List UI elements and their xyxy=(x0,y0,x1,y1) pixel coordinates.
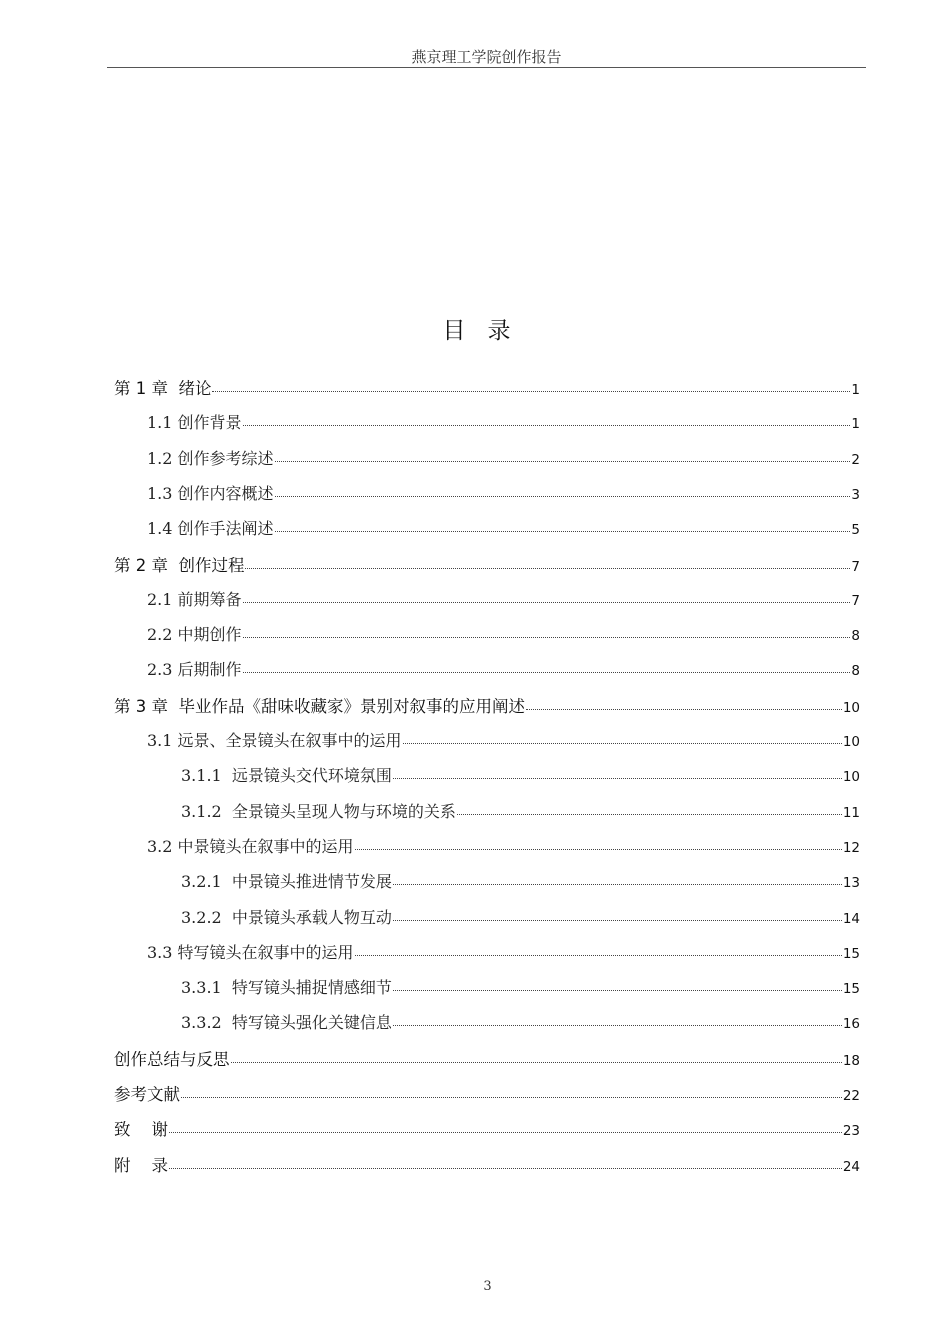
toc-entry-page: 18 xyxy=(842,1052,860,1069)
toc-entry-label: 1.1 创作背景 xyxy=(147,413,242,433)
dot-leader xyxy=(243,672,850,673)
toc-entry-page: 15 xyxy=(842,981,860,998)
toc-entry-page: 22 xyxy=(842,1088,860,1104)
toc-entry-label: 3.2.1 中景镜头推进情节发展 xyxy=(181,872,392,892)
toc-entry-label: 2.2 中期创作 xyxy=(147,625,242,645)
dot-leader xyxy=(275,531,850,532)
toc-entry-label: 3.2 中景镜头在叙事中的运用 xyxy=(147,836,354,856)
toc-entry[interactable] xyxy=(147,940,860,964)
dot-leader xyxy=(243,425,850,426)
toc-entry-page: 2 xyxy=(851,451,860,468)
toc-entry-page: 15 xyxy=(842,945,860,962)
page-number: 3 xyxy=(483,1279,492,1294)
toc-entry-page: 14 xyxy=(842,910,860,927)
toc-entry-label: 3.2.2 中景镜头承载人物互动 xyxy=(181,907,392,927)
dot-leader xyxy=(212,391,850,392)
toc-entry-label: 1.2 创作参考综述 xyxy=(147,448,274,468)
toc-entry-page: 1 xyxy=(851,416,860,433)
toc-entry-label: 3.1.2 全景镜头呈现人物与环境的关系 xyxy=(181,801,456,821)
dot-leader xyxy=(181,1097,842,1098)
toc-entry-label: 创作总结与反思 xyxy=(114,1049,230,1069)
toc-entry-page: 10 xyxy=(842,769,860,786)
toc-entry-page: 8 xyxy=(851,628,860,645)
toc-entry[interactable] xyxy=(114,552,860,576)
toc-entry-page: 5 xyxy=(851,522,860,539)
toc-entry-page: 7 xyxy=(851,592,860,609)
toc-entry[interactable] xyxy=(147,587,860,611)
toc-entry[interactable] xyxy=(114,375,860,399)
toc-entry-label: 2.3 后期制作 xyxy=(147,660,242,680)
dot-leader xyxy=(169,1132,842,1133)
toc-entry-page: 23 xyxy=(842,1123,860,1140)
toc-entry-label: 3.1.1 远景镜头交代环境氛围 xyxy=(181,766,392,786)
toc-entry[interactable] xyxy=(147,481,860,505)
toc-entry-label: 3.3.2 特写镜头强化关键信息 xyxy=(181,1013,392,1033)
toc-entry-page: 10 xyxy=(842,734,860,750)
dot-leader xyxy=(355,849,842,850)
toc-entry[interactable] xyxy=(114,1152,860,1176)
toc-entry[interactable] xyxy=(181,763,860,787)
dot-leader xyxy=(526,709,842,710)
dot-leader xyxy=(403,743,842,744)
toc-entry-label: 3.3 特写镜头在叙事中的运用 xyxy=(147,942,354,962)
dot-leader xyxy=(275,496,850,497)
toc-entry[interactable] xyxy=(147,657,860,681)
toc-title: 目录 xyxy=(442,318,533,344)
dot-leader xyxy=(243,637,850,638)
dot-leader xyxy=(393,884,842,885)
toc-entry[interactable] xyxy=(114,693,860,717)
toc-entry-page: 7 xyxy=(851,558,860,575)
header-divider xyxy=(107,67,866,68)
toc-entry-page: 10 xyxy=(842,699,860,716)
toc-entry[interactable] xyxy=(147,410,860,434)
toc-entry-label: 3.3.1 特写镜头捕捉情感细节 xyxy=(181,978,392,998)
dot-leader xyxy=(393,1025,842,1026)
toc-entry-page: 1 xyxy=(851,382,860,398)
toc-entry-label: 3.1 远景、全景镜头在叙事中的运用 xyxy=(147,731,402,750)
toc-entry[interactable] xyxy=(114,1116,860,1140)
toc-entry[interactable] xyxy=(181,905,860,929)
toc-entry[interactable] xyxy=(181,799,860,823)
toc-entry-label: 1.3 创作内容概述 xyxy=(147,483,274,503)
toc-entry[interactable] xyxy=(147,834,860,858)
toc-entry-page: 24 xyxy=(842,1158,860,1175)
toc-entry-page: 13 xyxy=(842,875,860,892)
toc-entry[interactable] xyxy=(181,869,860,893)
page-header: 燕京理工学院创作报告 xyxy=(411,48,562,66)
toc-entry-label: 附 录 xyxy=(114,1155,168,1175)
dot-leader xyxy=(393,920,842,921)
dot-leader xyxy=(275,461,850,462)
toc-entry[interactable] xyxy=(181,1010,860,1034)
toc-entry-label: 2.1 前期筹备 xyxy=(147,589,242,609)
toc-entry-label: 第 2 章 创作过程 xyxy=(114,555,245,575)
toc-entry-label: 1.4 创作手法阐述 xyxy=(147,519,274,539)
dot-leader xyxy=(393,990,842,991)
toc-entry-page: 16 xyxy=(842,1016,860,1033)
dot-leader xyxy=(169,1168,842,1169)
toc-entry[interactable] xyxy=(114,1046,860,1070)
toc-entry-page: 12 xyxy=(842,839,860,856)
dot-leader xyxy=(243,602,850,603)
toc-entry[interactable] xyxy=(147,622,860,646)
toc-entry-page: 11 xyxy=(842,804,860,821)
toc-entry-page: 3 xyxy=(851,486,860,503)
toc-entry[interactable] xyxy=(181,975,860,999)
toc-entry-label: 参考文献 xyxy=(114,1085,180,1104)
dot-leader xyxy=(245,568,850,569)
toc-entry-label: 致 谢 xyxy=(114,1120,168,1140)
dot-leader xyxy=(355,955,842,956)
dot-leader xyxy=(231,1062,842,1063)
toc-entry-label: 第 1 章 绪论 xyxy=(114,379,212,398)
toc-entry-page: 8 xyxy=(851,663,860,680)
toc-entry[interactable] xyxy=(114,1081,860,1105)
dot-leader xyxy=(393,778,842,779)
toc-entry[interactable] xyxy=(147,446,860,470)
dot-leader xyxy=(457,814,842,815)
toc-entry[interactable] xyxy=(147,728,860,752)
toc-entry[interactable] xyxy=(147,516,860,540)
toc-entry-label: 第 3 章 毕业作品《甜味收藏家》景别对叙事的应用阐述 xyxy=(114,696,525,716)
